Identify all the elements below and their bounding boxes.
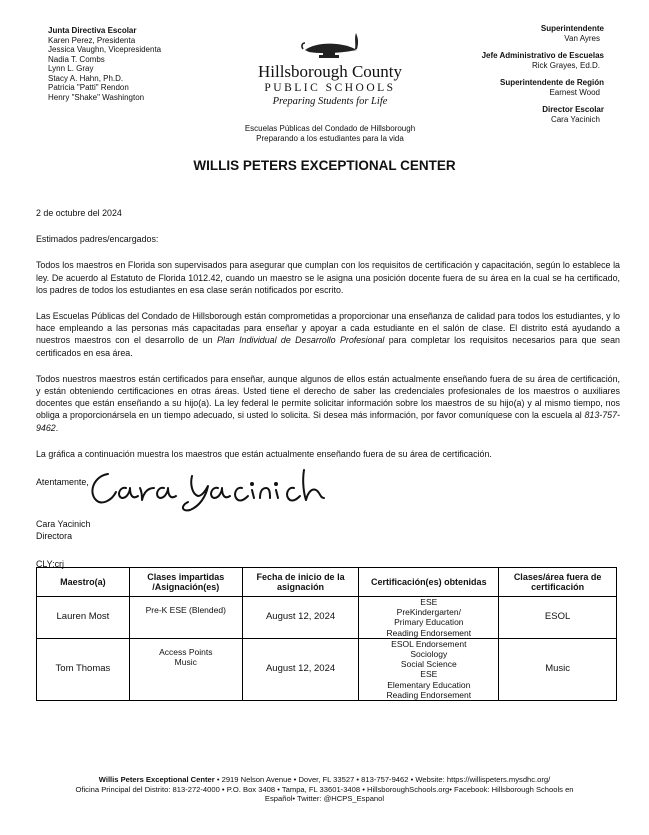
cert-item: ESOL Endorsement xyxy=(391,638,467,649)
out-of-field-area: ESOL xyxy=(499,597,617,639)
letter-salutation: Estimados padres/encargados: xyxy=(36,234,159,245)
paragraph-3-end: . xyxy=(55,422,59,433)
admin-title: Superintendente xyxy=(540,24,604,33)
class-item: Access Points xyxy=(159,646,213,657)
district-name-es: Escuelas Públicas del Condado de Hillsborough xyxy=(244,124,416,133)
paragraph-3-text: Todos nuestros maestros están certificados para enseñar, aunque algunos de ellos están actualmente enseñando fuera de su área de certificación, y están obteniendo certificaciones en otras áreas. Usted tiene el derecho de saber las credenciales profesionales de los maestros o auxiliares docentes que están enseñando a su hijo(a). La ley federal le permite solicitar información sobre los maestros de su hijo(a) y al mismo tiempo, nos obliga a proporcionársela en un tiempo adecuado, si usted lo solicita. Si desea más información, por favor comuníquese con la escuela al xyxy=(36,373,620,421)
teacher-name: Lauren Most xyxy=(37,597,130,639)
board-member: Nadia T. Combs xyxy=(48,54,105,64)
certifications xyxy=(359,597,499,639)
admin-block xyxy=(404,78,604,97)
signer-block xyxy=(36,518,90,542)
board-title: Junta Directiva Escolar xyxy=(48,26,137,35)
admin-name: Van Ayres xyxy=(564,33,600,43)
admin-block xyxy=(404,24,604,43)
cert-item: Elementary Education xyxy=(387,679,471,690)
paragraph-4: La gráfica a continuación muestra los maestros que están actualmente enseñando fuera de su área de certificación. xyxy=(36,448,492,459)
certifications xyxy=(359,638,499,700)
column-header: Certificación(es) obtenidas xyxy=(359,568,499,597)
column-header: Fecha de inicio de la asignación xyxy=(242,568,359,597)
paragraph-2-text-end: para completar los requisitos necesarios para que sean certificados en esa área. xyxy=(36,335,620,358)
school-board-list xyxy=(48,26,161,102)
start-date: August 12, 2024 xyxy=(242,597,359,639)
footer-contact: • 2919 Nelson Avenue • Dover, FL 33527 • 813-757-9462 • Website: https://willispeters.mysdhc.org/ xyxy=(214,775,551,784)
closing: Atentamente, xyxy=(36,477,89,487)
paragraph-3 xyxy=(36,373,620,434)
letter-body xyxy=(36,207,620,474)
board-member: Lynn L. Gray xyxy=(48,64,94,73)
table-row xyxy=(37,597,617,639)
class-item: Pre-K ESE (Blended) xyxy=(145,605,226,615)
table-header-row xyxy=(37,568,617,597)
cert-item: Reading Endorsement xyxy=(386,689,472,700)
board-member: Karen Perez, Presidenta xyxy=(48,35,136,45)
school-title: WILLIS PETERS EXCEPTIONAL CENTER xyxy=(193,158,456,173)
admin-name: Cara Yacinich xyxy=(550,114,600,124)
plan-name: Plan Individual de Desarrollo Profesional xyxy=(216,335,385,346)
board-member: Jessica Vaughn, Vicepresidenta xyxy=(48,45,162,54)
board-member: Patricia "Patti" Rendon xyxy=(48,83,129,92)
cert-item: ESE xyxy=(420,597,438,607)
table-row xyxy=(37,638,617,700)
cert-item: Sociology xyxy=(410,649,448,660)
paragraph-1: Todos los maestros en Florida son supervisados para asegurar que cumplan con los requisitos de certificación y capacitación, según lo establece la ley. De acuerdo al Estatuto de Florida 1012.42, cuando un maestro se le asigna una posición docente fuera de su área en la cual se ha certificado, los padres de todos los estudiantes en esa clase serán notificados por escrito. xyxy=(36,260,620,295)
out-of-field-table xyxy=(36,567,617,701)
district-motto-es: Preparando a los estudiantes para la vida xyxy=(256,133,404,143)
letter-date: 2 de octubre del 2024 xyxy=(36,208,122,218)
lamp-of-learning-icon xyxy=(299,30,361,60)
out-of-field-area: Music xyxy=(499,638,617,700)
page-footer xyxy=(0,775,649,804)
admin-name: Rick Grayes, Ed.D. xyxy=(531,60,600,70)
admin-name: Earnest Wood xyxy=(549,87,600,97)
district-motto: Preparing Students for Life xyxy=(272,96,388,107)
handwritten-signature xyxy=(80,462,340,512)
column-header: Clases/área fuera de certificación xyxy=(499,568,617,597)
signer-title: Directora xyxy=(36,531,73,542)
footer-line-3: Español• Twitter: @HCPS_Espanol xyxy=(264,794,385,804)
reference-initials: CLY:crj xyxy=(36,559,64,569)
school-phone: 813-757-9462 xyxy=(36,410,620,433)
board-member: Stacy A. Hahn, Ph.D. xyxy=(48,73,124,83)
board-member: Henry "Shake" Washington xyxy=(48,92,145,102)
column-header: Clases impartidas /Asignación(es) xyxy=(129,568,242,597)
cert-item: Social Science xyxy=(400,659,457,670)
footer-line-2: Oficina Principal del Distrito: 813-272-4000 • P.O. Box 3408 • Tampa, FL 33601-3408 • HillsboroughSchools.org• Facebook: Hillsborough Schools en xyxy=(75,784,574,794)
admin-block xyxy=(404,105,604,124)
cert-item: ESE xyxy=(420,669,438,680)
admin-title: Superintendente de Región xyxy=(499,78,604,87)
footer-school-name: Willis Peters Exceptional Center xyxy=(98,775,215,784)
cert-item: Reading Endorsement xyxy=(386,627,472,638)
administration-list xyxy=(404,24,604,132)
district-subtitle: PUBLIC SCHOOLS xyxy=(264,82,396,94)
teacher-classes xyxy=(129,638,242,700)
start-date: August 12, 2024 xyxy=(242,638,359,700)
cert-item: Primary Education xyxy=(394,617,464,628)
teacher-name: Tom Thomas xyxy=(37,638,130,700)
admin-title: Director Escolar xyxy=(542,105,604,114)
column-header: Maestro(a) xyxy=(37,568,130,597)
teacher-classes xyxy=(129,597,242,639)
paragraph-2 xyxy=(36,310,620,359)
footer-line-1 xyxy=(0,775,649,785)
admin-block xyxy=(404,51,604,70)
class-item: Music xyxy=(174,657,197,668)
cert-item: PreKindergarten/ xyxy=(396,607,461,618)
district-name: Hillsborough County xyxy=(257,62,403,81)
paragraph-2-text: Las Escuelas Públicas del Condado de Hillsborough están comprometidas a proporcionar una enseñanza de calidad para todos los estudiantes, y lo hace empleando a las personas más capacitadas para enseñar y apoyar a cada estudiante en el salón de clase. El distrito está ayudando a nuestros maestros con el desarrollo de un xyxy=(36,311,620,346)
signer-name: Cara Yacinich xyxy=(36,519,91,529)
admin-title: Jefe Administrativo de Escuelas xyxy=(481,51,604,60)
